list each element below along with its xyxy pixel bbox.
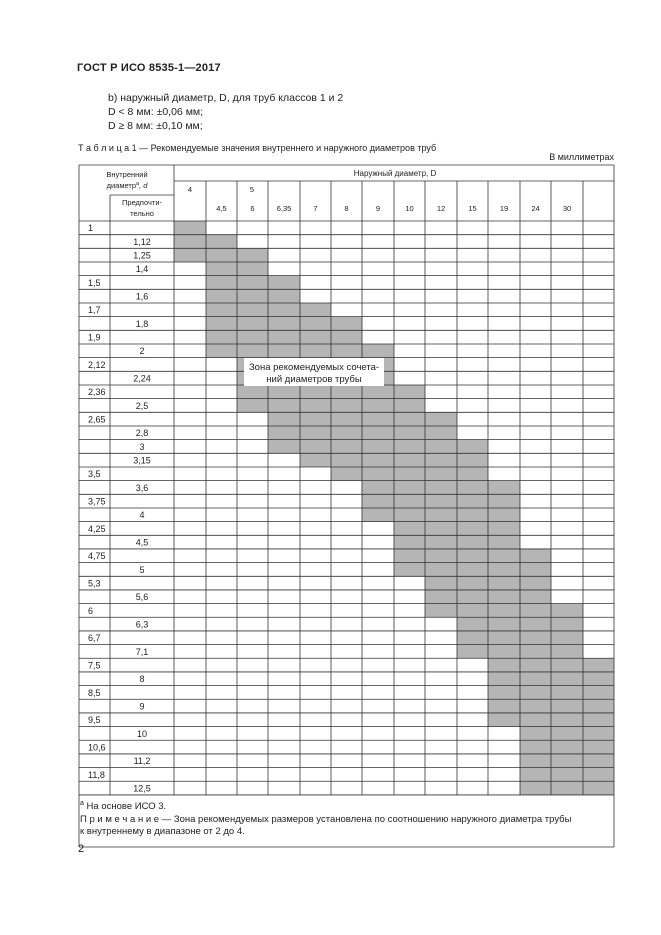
- row-preferred-value: 8: [139, 674, 145, 685]
- shaded-cell: [425, 563, 457, 577]
- row-preferred-value: 3: [139, 441, 145, 452]
- shaded-cell: [206, 303, 237, 317]
- shaded-cell: [394, 385, 425, 399]
- shaded-cell: [583, 658, 614, 672]
- row-preferred-value: 11,2: [133, 756, 151, 767]
- shaded-cell: [488, 645, 520, 659]
- shaded-cell: [457, 467, 488, 481]
- outer-col-header: 30: [562, 204, 572, 213]
- shaded-cell: [488, 563, 520, 577]
- row-preferred-value: 1,12: [133, 236, 151, 247]
- row-preferred-value: 7,1: [135, 646, 149, 657]
- shaded-cell: [300, 426, 331, 440]
- shaded-cell: [551, 781, 583, 795]
- shaded-cell: [268, 330, 300, 344]
- row-inner-value: 1,7: [88, 305, 101, 316]
- outer-col-header: 4: [187, 185, 193, 194]
- outer-col-header: 6: [250, 204, 255, 213]
- shaded-cell: [268, 276, 300, 290]
- zone-label: Зона рекомендуемых сочета-: [248, 362, 380, 373]
- shaded-cell: [488, 494, 520, 508]
- intro-line-3: D ≥ 8 мм: ±0,10 мм;: [108, 120, 203, 132]
- shaded-cell: [300, 303, 331, 317]
- note-text-1: — Зона рекомендуемых размеров установлена по соотношению наружного диаметра трубы: [159, 814, 572, 825]
- shaded-cell: [268, 385, 300, 399]
- shaded-cell: [488, 576, 520, 590]
- shaded-cell: [331, 440, 362, 454]
- shaded-cell: [300, 399, 331, 413]
- shaded-cell: [174, 248, 206, 262]
- shaded-cell: [237, 276, 268, 290]
- shaded-cell: [331, 453, 362, 467]
- shaded-cell: [425, 481, 457, 495]
- shaded-cell: [457, 576, 488, 590]
- shaded-cell: [300, 317, 331, 331]
- shaded-cell: [268, 303, 300, 317]
- row-preferred-value: 2: [139, 346, 145, 357]
- shaded-cell: [488, 631, 520, 645]
- shaded-cell: [394, 399, 425, 413]
- row-inner-value: 7,5: [88, 660, 101, 671]
- shaded-cell: [520, 590, 551, 604]
- footnote: [80, 800, 166, 812]
- row-preferred-value: 9: [139, 701, 145, 712]
- shaded-cell: [520, 563, 551, 577]
- shaded-cell: [300, 385, 331, 399]
- row-inner-value: 6,7: [88, 633, 101, 644]
- shaded-cell: [583, 768, 614, 782]
- shaded-cell: [520, 658, 551, 672]
- shaded-cell: [520, 631, 551, 645]
- shaded-cell: [300, 344, 331, 358]
- shaded-cell: [237, 317, 268, 331]
- row-preferred-value: 5: [139, 564, 145, 575]
- shaded-cell: [237, 385, 268, 399]
- shaded-cell: [551, 699, 583, 713]
- page-number: 2: [78, 843, 85, 855]
- shaded-cell: [520, 781, 551, 795]
- shaded-cell: [331, 412, 362, 426]
- shaded-cell: [457, 549, 488, 563]
- row-inner-value: 3,5: [88, 469, 101, 480]
- inner-diameter-header-2: диаметр$^a$, d: [106, 181, 148, 190]
- shaded-cell: [551, 727, 583, 741]
- shaded-cell: [488, 590, 520, 604]
- shaded-cell: [583, 686, 614, 700]
- shaded-cell: [362, 494, 394, 508]
- shaded-cell: [520, 604, 551, 618]
- shaded-cell: [457, 481, 488, 495]
- shaded-cell: [425, 576, 457, 590]
- shaded-cell: [488, 699, 520, 713]
- shaded-cell: [362, 440, 394, 454]
- outer-col-header: 19: [499, 204, 509, 213]
- shaded-cell: [331, 330, 362, 344]
- shaded-cell: [425, 508, 457, 522]
- shaded-cell: [206, 276, 237, 290]
- shaded-cell: [488, 686, 520, 700]
- shaded-cell: [583, 713, 614, 727]
- shaded-cell: [394, 412, 425, 426]
- shaded-cell: [362, 385, 394, 399]
- outer-col-header: 10: [405, 204, 414, 213]
- shaded-cell: [268, 426, 300, 440]
- shaded-cell: [425, 426, 457, 440]
- table-caption-text: 1 — Рекомендуемые значения внутреннего и наружного диаметров труб: [131, 143, 437, 153]
- shaded-cell: [394, 508, 425, 522]
- shaded-cell: [362, 412, 394, 426]
- shaded-cell: [583, 754, 614, 768]
- shaded-cell: [520, 754, 551, 768]
- shaded-cell: [457, 617, 488, 631]
- shaded-cell: [425, 412, 457, 426]
- shaded-cell: [394, 549, 425, 563]
- shaded-cell: [362, 481, 394, 495]
- shaded-cell: [457, 494, 488, 508]
- shaded-cell: [425, 535, 457, 549]
- shaded-cell: [394, 522, 425, 536]
- row-preferred-value: 1,25: [133, 250, 151, 261]
- shaded-cell: [488, 522, 520, 536]
- shaded-cell: [520, 645, 551, 659]
- shaded-cell: [457, 563, 488, 577]
- shaded-cell: [457, 631, 488, 645]
- shaded-cell: [488, 658, 520, 672]
- shaded-cell: [551, 686, 583, 700]
- shaded-cell: [237, 248, 268, 262]
- shaded-cell: [206, 317, 237, 331]
- row-inner-value: 1: [88, 223, 94, 234]
- outer-col-header: 8: [344, 204, 349, 213]
- shaded-cell: [551, 754, 583, 768]
- shaded-cell: [425, 604, 457, 618]
- shaded-cell: [331, 317, 362, 331]
- intro-line-2: D < 8 мм: ±0,06 мм;: [108, 106, 204, 118]
- row-preferred-value: 6,3: [135, 619, 149, 630]
- shaded-cell: [331, 385, 362, 399]
- shaded-cell: [206, 235, 237, 249]
- shaded-cell: [488, 481, 520, 495]
- shaded-cell: [425, 549, 457, 563]
- shaded-cell: [362, 508, 394, 522]
- shaded-cell: [268, 344, 300, 358]
- row-preferred-value: 1,8: [135, 318, 149, 329]
- shaded-cell: [237, 330, 268, 344]
- shaded-cell: [457, 508, 488, 522]
- shaded-cell: [520, 713, 551, 727]
- shaded-cell: [300, 453, 331, 467]
- shaded-cell: [206, 289, 237, 303]
- outer-col-header: 4,5: [216, 204, 227, 213]
- row-inner-value: 11,8: [88, 769, 105, 780]
- shaded-cell: [488, 549, 520, 563]
- shaded-cell: [520, 727, 551, 741]
- shaded-cell: [488, 672, 520, 686]
- shaded-cell: [206, 344, 237, 358]
- shaded-cell: [394, 426, 425, 440]
- shaded-cell: [583, 781, 614, 795]
- shaded-cell: [457, 453, 488, 467]
- footnote-text: На основе ИСО 3.: [83, 801, 167, 813]
- table-units: В миллиметрах: [549, 152, 614, 162]
- shaded-cell: [237, 289, 268, 303]
- note-line-1: [80, 814, 571, 825]
- shaded-cell: [174, 221, 206, 235]
- shaded-cell: [520, 699, 551, 713]
- outer-col-header: 24: [531, 204, 540, 213]
- shaded-cell: [583, 699, 614, 713]
- shaded-cell: [551, 645, 583, 659]
- shaded-cell: [362, 399, 394, 413]
- shaded-cell: [268, 399, 300, 413]
- shaded-cell: [237, 344, 268, 358]
- shaded-cell: [520, 549, 551, 563]
- outer-col-header: 6,35: [276, 204, 292, 213]
- shaded-cell: [300, 330, 331, 344]
- row-inner-value: 1,5: [88, 277, 101, 288]
- shaded-cell: [206, 248, 237, 262]
- row-inner-value: 2,12: [88, 359, 106, 370]
- shaded-cell: [394, 453, 425, 467]
- row-preferred-value: 4,5: [135, 537, 149, 548]
- row-preferred-value: 3,6: [135, 482, 149, 493]
- shaded-cell: [268, 412, 300, 426]
- preferred-header-2: тельно: [130, 209, 154, 218]
- shaded-cell: [425, 440, 457, 454]
- shaded-cell: [425, 590, 457, 604]
- shaded-cell: [331, 426, 362, 440]
- shaded-cell: [237, 262, 268, 276]
- shaded-cell: [300, 440, 331, 454]
- note-label: П р и м е ч а н и е: [80, 814, 160, 825]
- shaded-cell: [237, 303, 268, 317]
- shaded-cell: [457, 440, 488, 454]
- shaded-cell: [268, 317, 300, 331]
- shaded-cell: [331, 399, 362, 413]
- document-header: ГОСТ Р ИСО 8535-1—2017: [77, 62, 221, 74]
- shaded-cell: [394, 481, 425, 495]
- shaded-cell: [551, 768, 583, 782]
- shaded-cell: [425, 522, 457, 536]
- outer-col-header: 9: [375, 204, 381, 213]
- shaded-cell: [488, 713, 520, 727]
- inner-diameter-header: Внутренний: [106, 170, 148, 179]
- shaded-cell: [583, 727, 614, 741]
- shaded-cell: [206, 330, 237, 344]
- shaded-cell: [520, 768, 551, 782]
- shaded-cell: [331, 467, 362, 481]
- shaded-cell: [551, 713, 583, 727]
- shaded-cell: [237, 399, 268, 413]
- shaded-cell: [520, 672, 551, 686]
- row-preferred-value: 2,5: [135, 400, 149, 411]
- zone-label: ний диаметров трубы: [266, 374, 362, 385]
- row-inner-value: 2,36: [88, 387, 106, 398]
- shaded-cell: [583, 672, 614, 686]
- row-inner-value: 4,25: [88, 523, 106, 534]
- preferred-header: Предпочти-: [121, 198, 163, 207]
- shaded-cell: [362, 467, 394, 481]
- row-inner-value: 5,3: [88, 578, 101, 589]
- row-preferred-value: 3,15: [133, 455, 151, 466]
- shaded-cell: [551, 604, 583, 618]
- row-preferred-value: 12,5: [133, 783, 151, 794]
- intro-line-1: b) наружный диаметр, D, для труб классов 1 и 2: [108, 92, 344, 104]
- shaded-cell: [174, 235, 206, 249]
- shaded-cell: [394, 535, 425, 549]
- shaded-cell: [362, 344, 394, 358]
- shaded-cell: [551, 658, 583, 672]
- shaded-cell: [457, 522, 488, 536]
- row-preferred-value: 1,4: [135, 264, 149, 275]
- row-preferred-value: 5,6: [135, 592, 149, 603]
- shaded-cell: [394, 467, 425, 481]
- shaded-cell: [425, 494, 457, 508]
- shaded-cell: [551, 740, 583, 754]
- shaded-cell: [488, 535, 520, 549]
- shaded-cell: [268, 440, 300, 454]
- row-inner-value: 1,9: [88, 332, 101, 343]
- shaded-cell: [551, 631, 583, 645]
- outer-col-header: 15: [468, 204, 477, 213]
- shaded-cell: [206, 262, 237, 276]
- outer-col-header: 7: [313, 204, 318, 213]
- row-inner-value: 4,75: [88, 551, 106, 562]
- shaded-cell: [520, 617, 551, 631]
- shaded-cell: [583, 740, 614, 754]
- shaded-cell: [488, 617, 520, 631]
- row-inner-value: 10,6: [88, 742, 106, 753]
- outer-col-header: 5: [249, 185, 255, 194]
- shaded-cell: [520, 686, 551, 700]
- shaded-cell: [362, 426, 394, 440]
- shaded-cell: [362, 453, 394, 467]
- shaded-cell: [551, 617, 583, 631]
- outer-diameter-header: Наружный диаметр, D: [353, 169, 437, 178]
- shaded-cell: [457, 590, 488, 604]
- shaded-cell: [394, 494, 425, 508]
- shaded-cell: [394, 440, 425, 454]
- row-preferred-value: 10: [136, 728, 148, 739]
- shaded-cell: [331, 344, 362, 358]
- outer-col-header: 12: [436, 204, 446, 213]
- row-preferred-value: 4: [139, 510, 145, 521]
- shaded-cell: [488, 604, 520, 618]
- shaded-cell: [551, 672, 583, 686]
- shaded-cell: [300, 412, 331, 426]
- row-inner-value: 2,65: [88, 414, 106, 425]
- row-preferred-value: 2,8: [135, 428, 149, 439]
- shaded-cell: [394, 563, 425, 577]
- table-caption-label: Т а б л и ц а: [78, 143, 130, 153]
- note-line-2: к внутреннему в диапазоне от 2 до 4.: [80, 826, 245, 837]
- row-preferred-value: 1,6: [135, 291, 149, 302]
- row-inner-value: 6: [88, 605, 94, 616]
- shaded-cell: [520, 576, 551, 590]
- row-inner-value: 8,5: [88, 687, 101, 698]
- shaded-cell: [488, 508, 520, 522]
- shaded-cell: [268, 289, 300, 303]
- shaded-cell: [425, 453, 457, 467]
- row-inner-value: 9,5: [88, 715, 101, 726]
- shaded-cell: [520, 740, 551, 754]
- footnote-marker: a: [80, 800, 84, 807]
- shaded-cell: [457, 535, 488, 549]
- shaded-cell: [457, 645, 488, 659]
- shaded-cell: [457, 604, 488, 618]
- row-inner-value: 3,75: [88, 496, 106, 507]
- shaded-cell: [425, 467, 457, 481]
- row-preferred-value: 2,24: [133, 373, 151, 384]
